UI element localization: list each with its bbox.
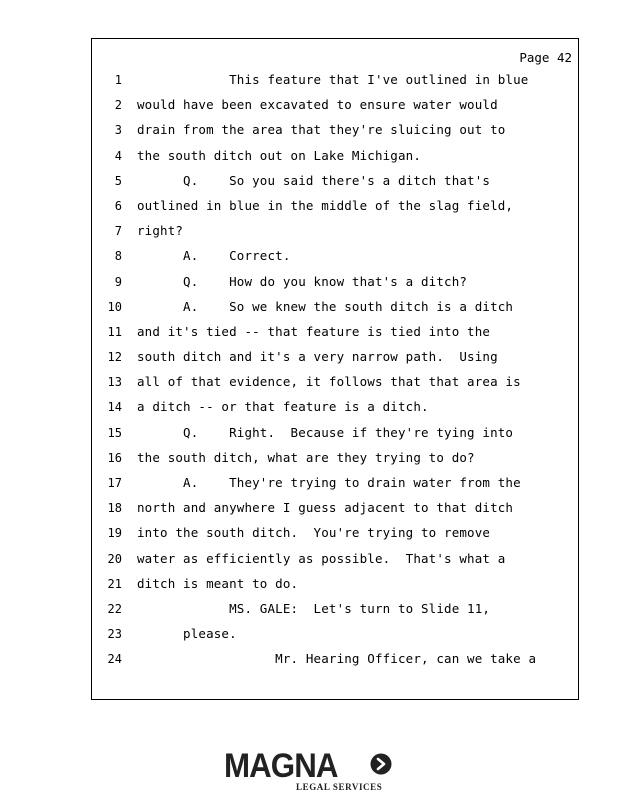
- line-number: 17: [107, 476, 122, 490]
- transcript-line: the south ditch out on Lake Michigan.: [137, 147, 421, 163]
- line-number: 21: [107, 576, 122, 591]
- transcript-line: Mr. Hearing Officer, can we take a: [137, 651, 537, 667]
- line-number: 12: [107, 350, 122, 365]
- transcript-line: This feature that I've outlined in blue: [137, 72, 529, 87]
- transcript-line: right?: [137, 223, 184, 239]
- line-number: 13: [107, 375, 122, 390]
- line-number: 5: [114, 173, 122, 188]
- logo-wordmark: MAGNA: [224, 747, 338, 785]
- line-number: 22: [107, 601, 122, 616]
- line-number: 16: [107, 450, 122, 465]
- logo-subtitle: LEGAL SERVICES: [296, 782, 383, 792]
- line-number: 11: [107, 324, 122, 339]
- line-number: 3: [114, 123, 122, 138]
- page-number: Page 42: [519, 50, 572, 65]
- transcript-line: Q. How do you know that's a ditch?: [137, 273, 468, 289]
- line-number: 9: [114, 274, 122, 289]
- line-number: 6: [114, 198, 122, 213]
- line-number: 23: [107, 627, 122, 642]
- transcript-line: into the south ditch. You're trying to remove: [137, 525, 491, 541]
- magna-logo: [222, 748, 394, 796]
- line-number: 15: [107, 425, 122, 440]
- line-number: 2: [114, 98, 122, 113]
- transcript-line: all of that evidence, it follows that that area is: [137, 374, 521, 390]
- line-number: 14: [107, 400, 122, 415]
- transcript-line: the south ditch, what are they trying to do?: [137, 449, 475, 465]
- transcript-line: A. Correct.: [137, 248, 291, 264]
- transcript-line: A. So we knew the south ditch is a ditch: [137, 298, 514, 314]
- line-number: 7: [114, 224, 122, 239]
- transcript-line: north and anywhere I guess adjacent to that ditch: [137, 500, 514, 516]
- line-number: 19: [107, 526, 122, 541]
- transcript-line: outlined in blue in the middle of the slag field,: [137, 197, 514, 213]
- transcript-line: MS. GALE: Let's turn to Slide 11,: [137, 600, 491, 616]
- transcript-line: please.: [137, 626, 237, 642]
- line-number: 10: [107, 299, 122, 314]
- transcript-line: south ditch and it's a very narrow path. Using: [137, 349, 498, 365]
- transcript-line: Q. So you said there's a ditch that's: [137, 172, 491, 188]
- line-number: 8: [114, 249, 122, 264]
- line-number: 4: [114, 148, 122, 163]
- line-number: 18: [107, 501, 122, 516]
- transcript-line: a ditch -- or that feature is a ditch.: [137, 399, 429, 415]
- transcript-line: drain from the area that they're sluicing out to: [137, 122, 506, 138]
- transcript-line: would have been excavated to ensure water would: [137, 97, 498, 113]
- line-number: 1: [114, 73, 122, 87]
- transcript-line: water as efficiently as possible. That's what a: [137, 550, 506, 566]
- arrow-circle-icon: [370, 753, 392, 775]
- line-number: 20: [107, 551, 122, 566]
- line-number: 24: [107, 652, 122, 667]
- line-number-column: [100, 72, 124, 677]
- transcript-line: Q. Right. Because if they're tying into: [137, 424, 514, 440]
- transcript-line: ditch is meant to do.: [137, 575, 299, 591]
- transcript-text: [137, 72, 567, 677]
- transcript-line: A. They're trying to drain water from the: [137, 475, 521, 490]
- transcript-line: and it's tied -- that feature is tied into the: [137, 323, 491, 339]
